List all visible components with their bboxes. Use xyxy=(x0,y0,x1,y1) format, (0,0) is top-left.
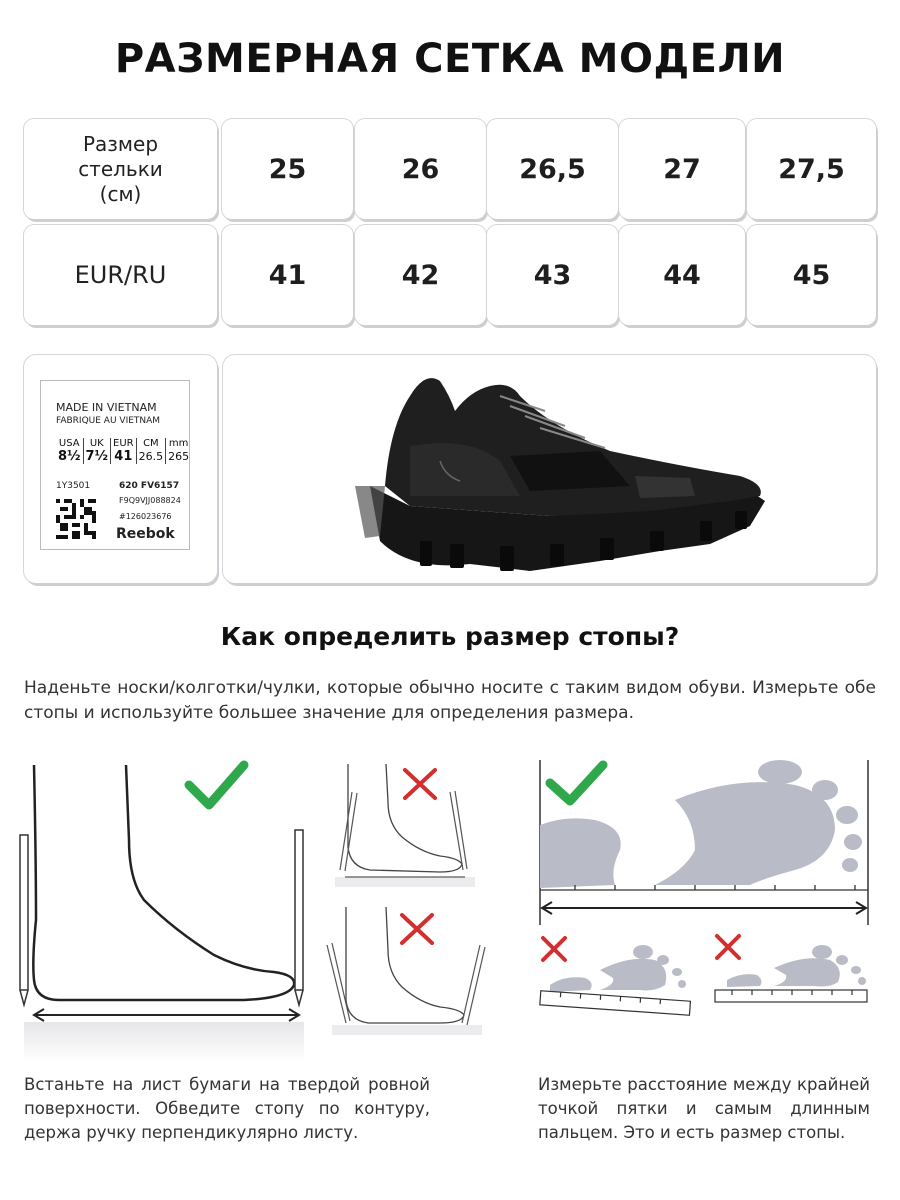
label-header: EUR xyxy=(111,438,137,449)
shoe-image xyxy=(350,366,770,576)
label-code: 1Y3501 xyxy=(56,481,91,491)
label-value: 265 xyxy=(168,450,190,463)
foot-outline xyxy=(346,907,464,1023)
check-icon xyxy=(189,765,244,805)
eur-size-cell: 44 xyxy=(619,225,745,325)
table-header-eur-ru: EUR/RU xyxy=(24,225,217,325)
caption-right: Измерьте расстояние между крайней точкой пятки и самым длинным пальцем. Это и есть размер стопы. xyxy=(538,1075,870,1142)
cross-icon xyxy=(717,936,739,958)
label-value: 26.5 xyxy=(136,449,166,464)
made-in-text: MADE IN VIETNAM xyxy=(56,401,157,414)
wrong-angle-illustration-2 xyxy=(322,905,492,1035)
eur-size-cell: 45 xyxy=(747,225,876,325)
ruler xyxy=(540,991,691,1015)
insole-cell: 25 xyxy=(222,119,353,219)
table-header-insole xyxy=(24,119,217,219)
cross-icon xyxy=(543,938,565,960)
insole-cell: 26,5 xyxy=(487,119,618,219)
foot-tracing-illustration xyxy=(14,760,314,1060)
wrong-angle-illustration-1 xyxy=(330,762,480,882)
label-value: 8½ xyxy=(56,449,83,464)
label-value: 41 xyxy=(111,449,137,464)
label-header: CM xyxy=(136,438,166,449)
label-code: 620 FV6157 xyxy=(119,481,180,491)
label-code: F9Q9VJJ088824 xyxy=(119,496,181,505)
label-size-table xyxy=(56,438,191,464)
label-value: 7½ xyxy=(83,449,111,464)
page-title: РАЗМЕРНАЯ СЕТКА МОДЕЛИ xyxy=(114,36,786,82)
cross-icon xyxy=(402,915,432,943)
wrong-measure-illustration-1 xyxy=(535,930,695,1025)
eur-size-cell: 43 xyxy=(487,225,618,325)
check-icon xyxy=(550,765,603,801)
footprint xyxy=(727,945,866,987)
wrong-measure-illustration-2 xyxy=(712,930,872,1010)
qr-code-icon xyxy=(56,499,96,539)
insole-cell: 26 xyxy=(355,119,486,219)
label-code: #126023676 xyxy=(119,512,172,521)
fabrique-text: FABRIQUE AU VIETNAM xyxy=(56,416,161,426)
footprint xyxy=(550,945,686,992)
size-label-tag xyxy=(40,380,190,550)
foot-outline xyxy=(33,765,294,1000)
brand-text: Reebok xyxy=(116,526,175,542)
eur-size-cell: 41 xyxy=(222,225,353,325)
insole-cell: 27 xyxy=(619,119,745,219)
ruler xyxy=(715,990,867,1002)
insole-cell: 27,5 xyxy=(747,119,876,219)
label-header: mm xyxy=(168,438,189,449)
pencil-icon xyxy=(340,791,467,871)
insole-size-label: Размер стельки (см) xyxy=(78,131,163,206)
section-heading: Как определить размер стопы? xyxy=(220,622,680,651)
cross-icon xyxy=(405,770,435,798)
caption-left: Встаньте на лист бумаги на твердой ровной поверхности. Обведите стопу по контуру, держа ручку перпендикулярно листу. xyxy=(24,1075,430,1142)
label-header: USA xyxy=(56,438,83,449)
foot-outline xyxy=(348,764,462,872)
instruction-text: Наденьте носки/колготки/чулки, которые обычно носите с таким видом обуви. Измерьте обе стопы и используйте большее значение для определения размера. xyxy=(24,678,876,723)
eur-size-cell: 42 xyxy=(355,225,486,325)
footprint-measure-illustration xyxy=(535,760,875,930)
label-header: UK xyxy=(83,438,111,449)
